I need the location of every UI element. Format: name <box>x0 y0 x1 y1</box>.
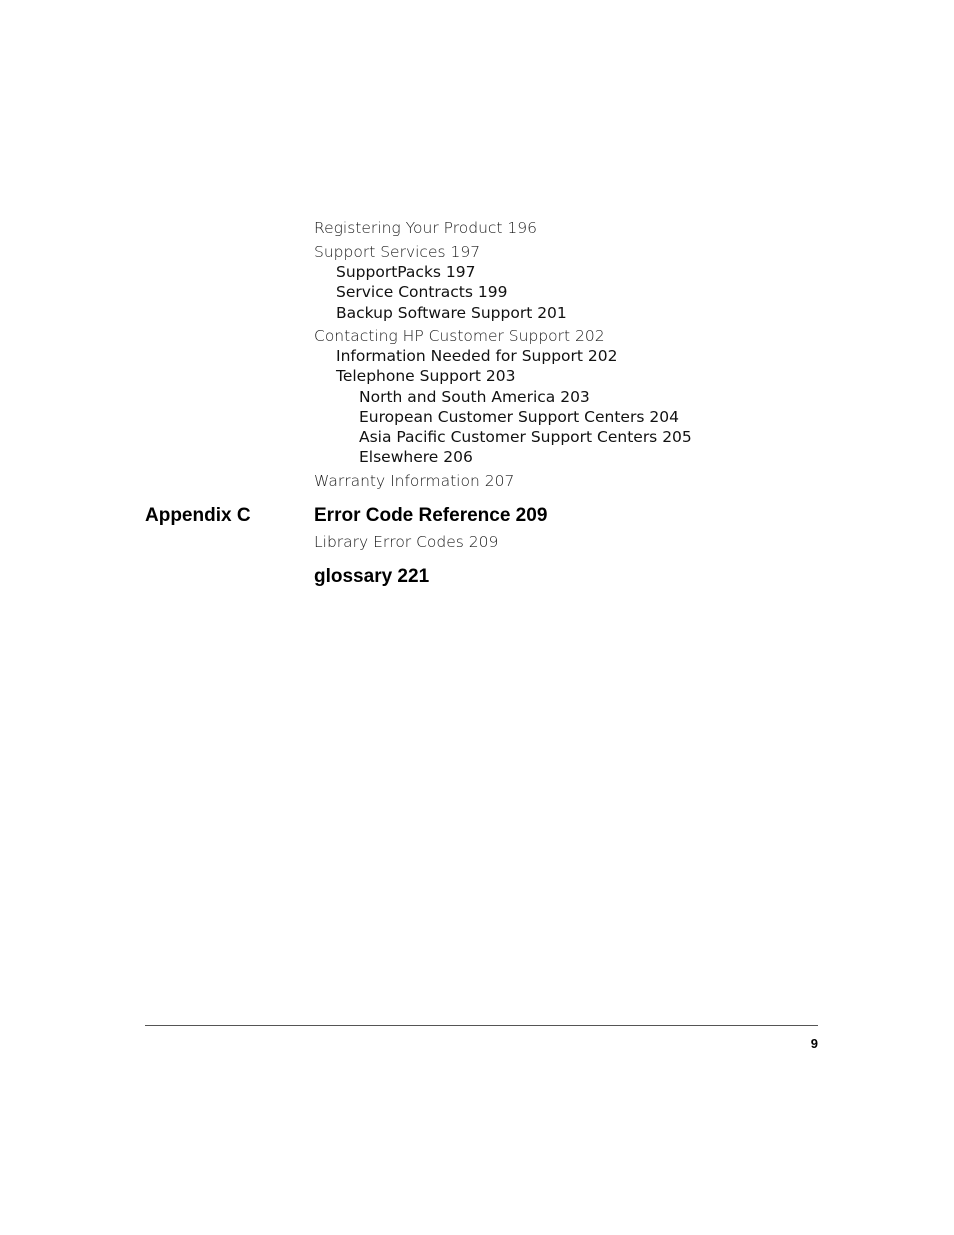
appendix-c-title[interactable]: Error Code Reference 209 <box>314 505 548 526</box>
toc-entry-european-customer-support-centers[interactable]: European Customer Support Centers 204 <box>359 408 679 426</box>
toc-entry-support-services[interactable]: Support Services 197 <box>314 243 481 261</box>
footer-rule <box>145 1025 818 1026</box>
toc-entry-library-error-codes[interactable]: Library Error Codes 209 <box>314 533 499 551</box>
toc-entry-asia-pacific-customer-support-centers[interactable]: Asia Pacific Customer Support Centers 205 <box>359 428 692 446</box>
toc-entry-backup-software-support[interactable]: Backup Software Support 201 <box>336 304 567 322</box>
toc-entry-contacting-hp-customer-support[interactable]: Contacting HP Customer Support 202 <box>314 327 605 345</box>
toc-entry-supportpacks[interactable]: SupportPacks 197 <box>336 263 476 281</box>
toc-entry-information-needed-for-support[interactable]: Information Needed for Support 202 <box>336 347 618 365</box>
toc-entry-telephone-support[interactable]: Telephone Support 203 <box>336 367 516 385</box>
appendix-c-label: Appendix C <box>145 505 251 526</box>
toc-entry-registering-your-product[interactable]: Registering Your Product 196 <box>314 219 538 237</box>
toc-entry-north-and-south-america[interactable]: North and South America 203 <box>359 388 590 406</box>
glossary-heading[interactable]: glossary 221 <box>314 566 430 587</box>
toc-entry-elsewhere[interactable]: Elsewhere 206 <box>359 448 473 466</box>
page-number: 9 <box>810 1036 818 1051</box>
toc-entry-service-contracts[interactable]: Service Contracts 199 <box>336 283 508 301</box>
toc-entry-warranty-information[interactable]: Warranty Information 207 <box>314 472 515 490</box>
